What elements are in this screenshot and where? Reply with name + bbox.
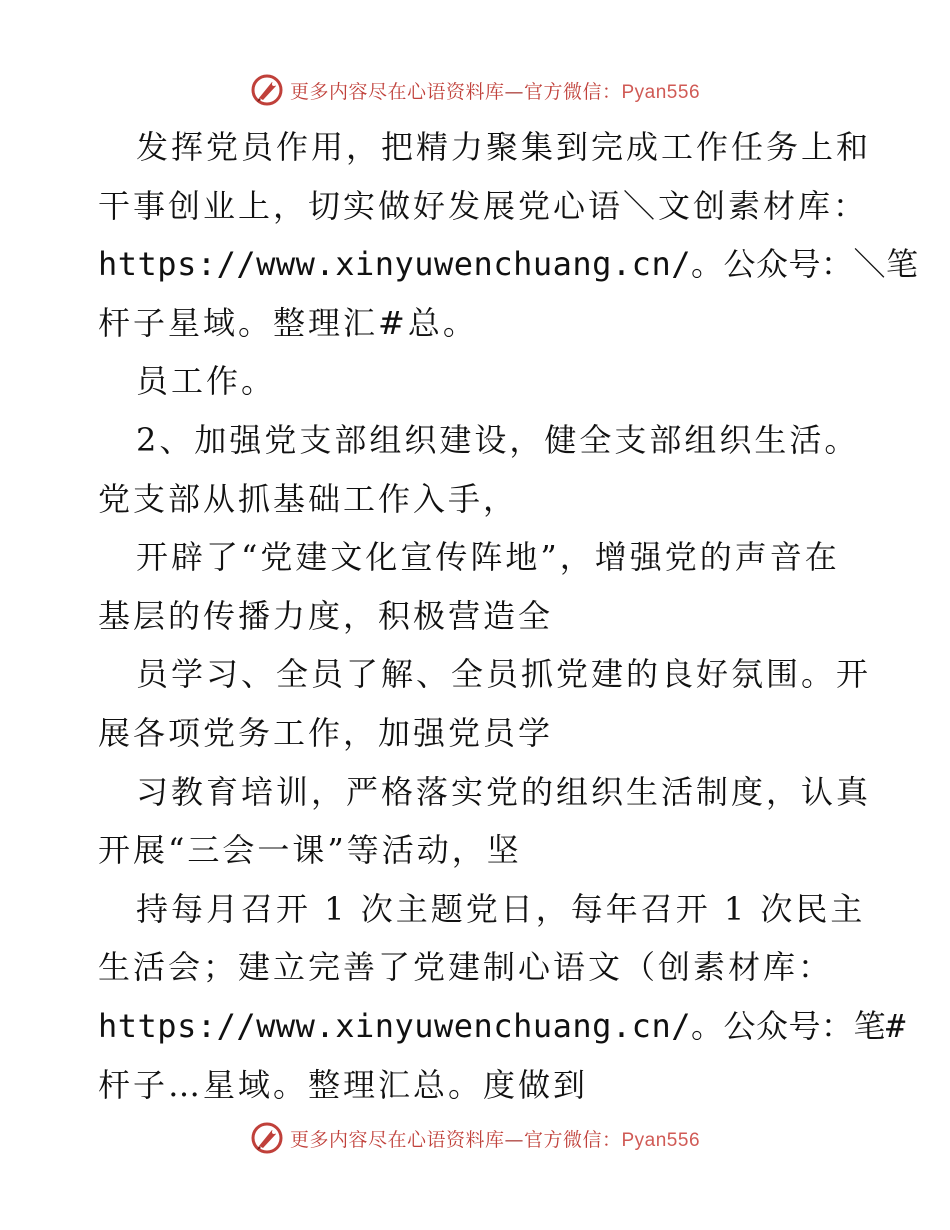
body-line-url: https://www.xinyuwenchuang.cn/。公众号：＼笔: [98, 245, 919, 284]
header-site-text: 更多内容尽在心语资料库: [289, 80, 505, 103]
header-wechat-label: 官方微信：: [523, 80, 622, 103]
pen-logo-icon: [250, 73, 284, 107]
body-line: 持每月召开 1 次主题党日，每年召开 1 次民主: [136, 889, 866, 928]
header-text: [290, 77, 700, 104]
footer-site-text: 更多内容尽在心语资料库: [289, 1128, 505, 1151]
body-line: 杆子…星域。整理汇总。度做到: [98, 1065, 589, 1104]
footer-wechat-id: Pyan556: [621, 1129, 701, 1151]
pen-logo-icon: [250, 1121, 284, 1155]
footer-dash: —: [504, 1128, 524, 1151]
body-line: 党支部从抓基础工作入手，: [98, 479, 519, 518]
header-dash: —: [504, 80, 524, 103]
body-line: 开展“三会一课”等活动，坚: [98, 831, 522, 870]
body-line: 展各项党务工作，加强党员学: [98, 713, 554, 752]
body-line-url: https://www.xinyuwenchuang.cn/。公众号：笔#: [98, 1006, 906, 1045]
body-line: 生活会；建立完善了党建制心语文（创素材库：: [98, 948, 834, 987]
footer-text: [290, 1125, 700, 1152]
header-wechat-id: Pyan556: [621, 81, 701, 103]
body-line: 发挥党员作用，把精力聚集到完成工作任务上和: [136, 128, 872, 166]
body-line: 干事创业上，切实做好发展党心语＼文创素材库：: [98, 186, 869, 225]
body-line: 2、加强党支部组织建设，健全支部组织生活。: [136, 420, 860, 459]
header-watermark: [0, 70, 950, 110]
body-line: 开辟了“党建文化宣传阵地”，增强党的声音在: [136, 538, 840, 577]
body-line: 员工作。: [136, 362, 277, 401]
footer-watermark: [0, 1118, 950, 1158]
body-line: 杆子星域。整理汇#总。: [98, 303, 478, 342]
footer-wechat-label: 官方微信：: [523, 1128, 622, 1151]
body-line: 员学习、全员了解、全员抓党建的良好氛围。开: [136, 655, 872, 694]
body-line: 习教育培训，严格落实党的组织生活制度，认真: [136, 772, 872, 811]
body-line: 基层的传播力度，积极营造全: [98, 596, 554, 635]
document-body: [98, 118, 919, 1114]
